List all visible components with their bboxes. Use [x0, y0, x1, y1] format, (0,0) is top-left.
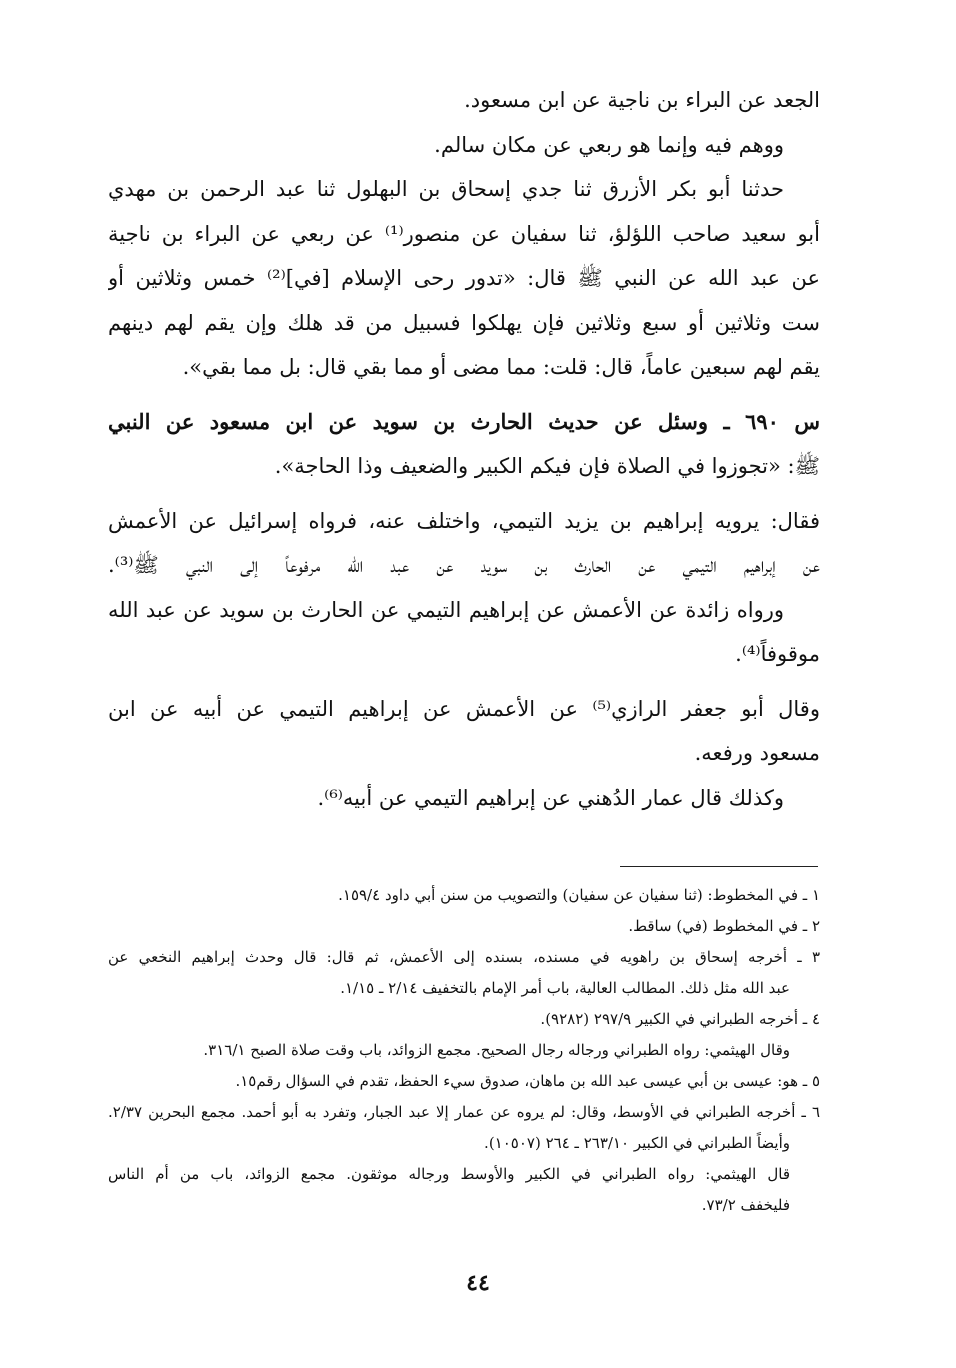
paragraph-gap — [108, 677, 820, 687]
body-line: فقال: يرويه إبراهيم بن يزيد التيمي، واختلف عنه، فرواه إسرائيل عن الأعمش — [108, 508, 820, 533]
question-heading: س ٦٩٠ ـ وسئل عن حديث الحارث بن سويد عن ابن مسعود عن النبي — [108, 408, 820, 434]
footnote: ٥ ـ هو: عيسى بن أبي عيسى عبد الله بن ماهان، صدوق سيء الحفظ، تقدم في السؤال رقم١٥. — [235, 1072, 820, 1090]
footnote: ٤ ـ أخرجه الطبراني في الكبير ٢٩٧/٩ (٩٢٨٢). — [540, 1010, 820, 1028]
body-line: ووهم فيه وإنما هو ربعي عن مكان سالم. — [434, 132, 784, 157]
footnote: ١ ـ في المخطوط: (ثنا سفيان عن سفيان) والتصويب من سنن أبي داود ١٥٩/٤. — [338, 886, 820, 904]
footnote-continuation: وقال الهيثمي: رواه الطبراني ورجاله رجال الصحيح. مجمع الزوائد، باب وقت صلاة الصبح ٣١٦/١. — [203, 1041, 790, 1059]
body-line: عن عبد الله عن النبي ﷺ قال: «تدور رحى الإسلام [في]⁽²⁾ خمس وثلاثين أو — [108, 266, 820, 290]
footnote-continuation: وأيضاً الطبراني في الكبير ٢٦٣/١٠ ـ ٢٦٤ (١٠٥٠٧). — [484, 1134, 790, 1152]
body-line: عن إبراهيم التيمي عن الحارث بن سويد عن عبد الله مرفوعاً إلى النبي ﷺ⁽³⁾. — [108, 553, 820, 577]
footnote: ٦ ـ أخرجه الطبراني في الأوسط، وقال: لم يروه عن عمار إلا عبد الجبار، وتفرد به أبو أحمد. مجمع البحرين ٢/٣٧. — [108, 1103, 820, 1121]
footnote-continuation: عبد الله مثل ذلك. المطالب العالية، باب أمر الإمام بالتخفيف ٢/١٤ ـ ١/١٥. — [340, 979, 790, 997]
body-line: مسعود ورفعه. — [694, 741, 820, 765]
body-line: الجعد عن البراء بن ناجية عن ابن مسعود. — [464, 88, 820, 112]
body-line: وكذلك قال عمار الدُهني عن إبراهيم التيمي عن أبيه⁽⁶⁾. — [317, 785, 784, 810]
body-line: ست وثلاثين أو سبع وثلاثين فإن يهلكوا فسبيل من قد هلك وإن يقم لهم دينهم — [108, 310, 820, 335]
body-line: وقال أبو جعفر الرازي⁽⁵⁾ عن الأعمش عن إبراهيم التيمي عن أبيه عن ابن — [108, 696, 820, 721]
body-line: حدثنا أبو بكر الأزرق ثنا جدي إسحاق بن البهلول ثنا عبد الرحمن بن مهدي — [108, 177, 784, 201]
footnote-continuation: فليخفف ٧٣/٢. — [701, 1196, 790, 1214]
paragraph-gap — [108, 390, 820, 400]
footnotes — [108, 880, 820, 1221]
footnote: ٣ ـ أخرجه إسحاق بن راهويه في مسنده، بسنده إلى الأعمش، ثم قال: قال وحدث إبراهيم النخعي عن — [108, 948, 820, 966]
footnote-continuation: قال الهيثمي: رواه الطبراني في الكبير والأوسط ورجاله موثقون. مجمع الزوائد، باب من أم الناس — [108, 1165, 790, 1183]
body-line: ﷺ: «تجوزوا في الصلاة فإن فيكم الكبير والضعيف وذا الحاجة». — [274, 454, 820, 478]
body-line: ورواه زائدة عن الأعمش عن إبراهيم التيمي عن الحارث بن سويد عن عبد الله — [108, 597, 784, 622]
footnote-separator — [620, 866, 818, 867]
paragraph-gap — [108, 489, 820, 499]
main-text — [108, 78, 820, 820]
page-number: ٤٤ — [466, 1270, 490, 1296]
body-line: موقوفاً⁽⁴⁾. — [735, 642, 820, 666]
footnote: ٢ ـ في المخطوط (في) ساقط. — [628, 917, 820, 935]
body-line: يقم لهم سبعين عاماً، قال: قلت: مما مضى أو مما بقي قال: بل مما بقي». — [182, 355, 820, 379]
body-line: أبو سعيد صاحب اللؤلؤ، ثنا سفيان عن منصور⁽¹⁾ عن ربعي عن البراء بن ناجية — [108, 221, 820, 246]
